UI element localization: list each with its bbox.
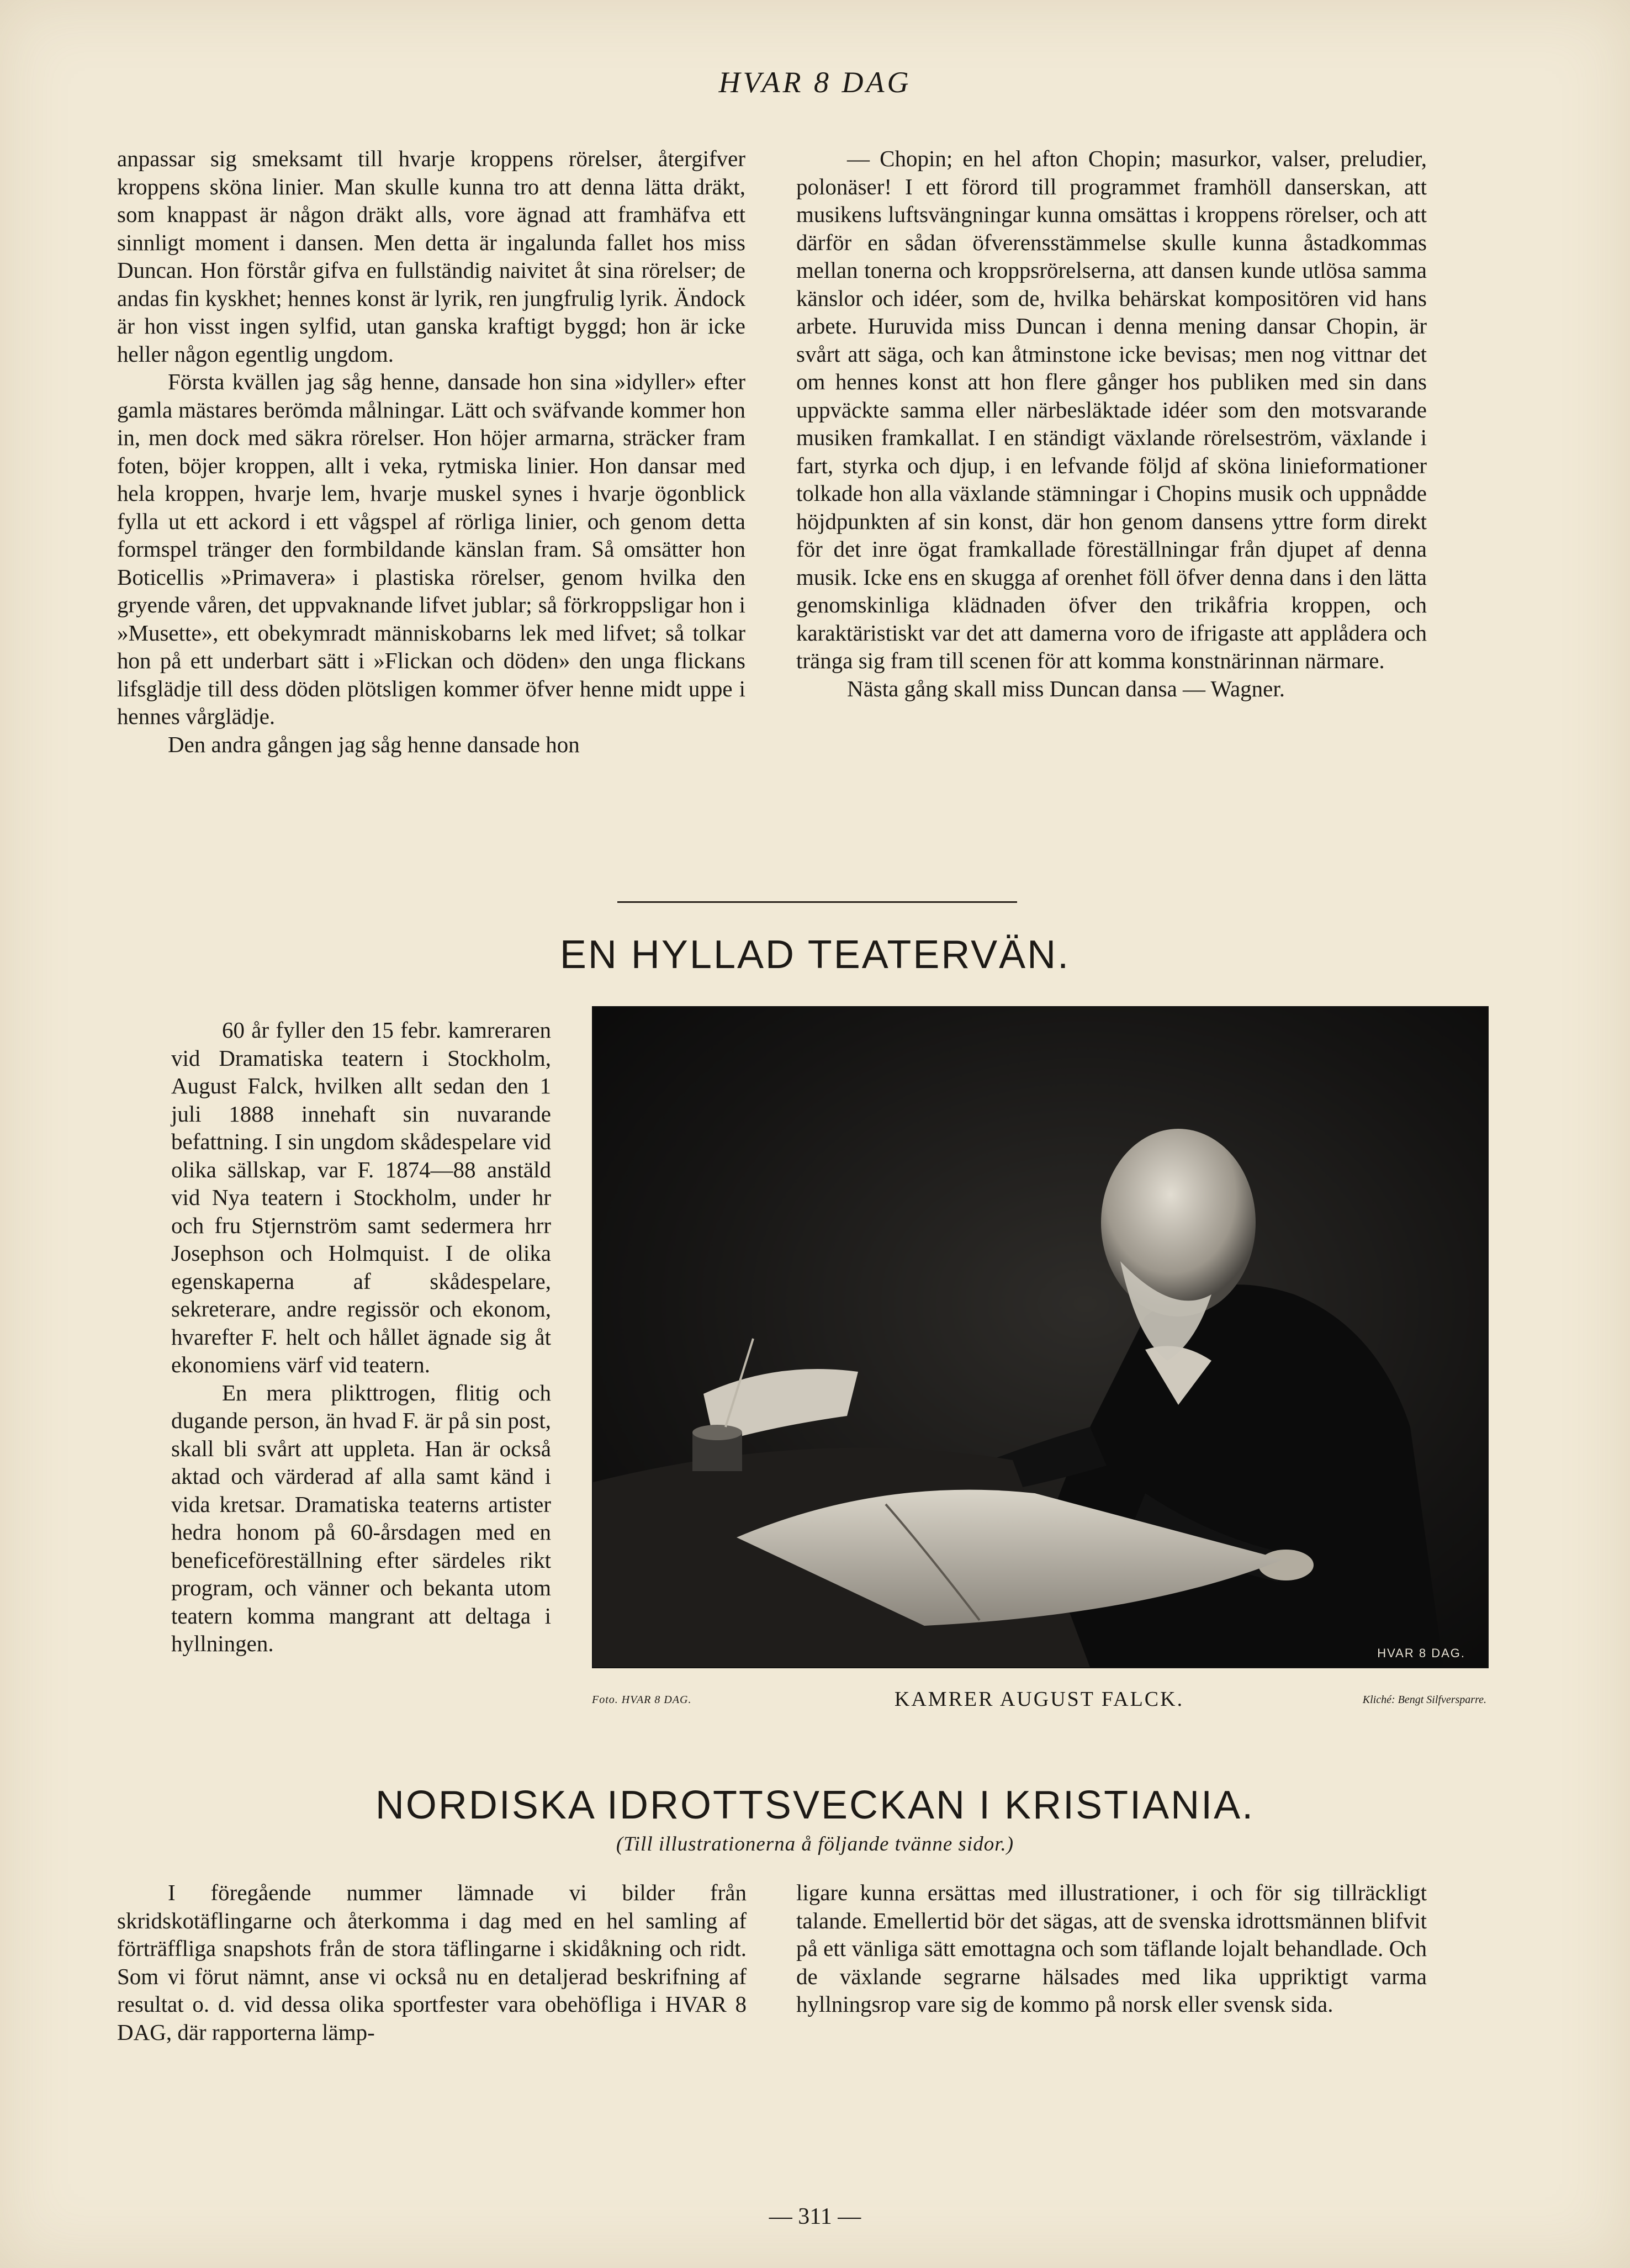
headline-teatervan: EN HYLLAD TEATERVÄN.	[559, 933, 1071, 977]
photo-corner-mark: HVAR 8 DAG.	[1377, 1646, 1465, 1660]
portrait-illustration	[593, 1007, 1488, 1667]
portrait-photo	[592, 1006, 1489, 1668]
engraver-credit: Kliché: Bengt Silfversparre.	[1362, 1694, 1486, 1706]
photo-credit: Foto. HVAR 8 DAG.	[592, 1694, 692, 1706]
page-number: — 311 —	[769, 2204, 861, 2229]
paragraph: Nästa gång skall miss Duncan dansa — Wagner.	[847, 675, 1285, 701]
teatervan-text	[171, 1016, 551, 1658]
paragraph: — Chopin; en hel afton Chopin; masurkor, valser, preludier, polonäser! I ett förord till programmet framhöll danserskan, att musikens luftsvängningar kunna omsättas i kroppens rörelser, och att därför en sådan öfverensstämmelse skulle kunna åstadkommas mellan tonerna och kroppsrörelserna, att dansen kunde utlösa samma känslor och idéer, som de, hvilka behärskat kompositören vid hans arbete. Huruvida miss Duncan i denna mening dansar Chopin, är svårt att säga, och kan åtminstone icke bevisas; men nog vittnar det om hennes konst att hon flere gånger hos publiken med sin dans uppväckte samma eller närbesläktade idéer som den motsvarande musiken framkallat. I en ständigt växlande rörelseström, växlande i fart, styrka och djup, i en lefvande följd af sköna linieformationer tolkade hon alla växlande stämningar i Chopins musik och uppnådde höjdpunkten af sin konst, där hon genom dansens yttre form direkt för det inre ögat framkallade föreställningar från djupet af denna musik. Icke ens en skugga af orenhet föll öfver denna dans i den lätta genomskinliga klädnaden öfver den trikåfria kroppen, och karaktäristiskt var det att damerna voro de ifrigaste att applådera och tränga sig fram till scenen för att komma konstnärinnan närmare.	[796, 146, 1427, 673]
paragraph: 60 år fyller den 15 febr. kamreraren vid Dramatiska teatern i Stockholm, August Falck, hvilken allt sedan den 1 juli 1888 innehaft sin nuvarande befattning. I sin ungdom skådespelare vid olika sällskap, var F. 1874—88 anstäld vid Nya teatern i Stockholm, under hr och fru Stjernström samt sedermera hrr Josephson och Holmquist. I de olika egenskaperna af skådespelare, sekreterare, andre regissör och ekonom, hvarefter F. helt och hållet ägnade sig åt ekonomiens värf vid teatern.	[171, 1017, 551, 1377]
paragraph: I föregående nummer lämnade vi bilder från skridskotäflingarne och återkomma i dag med en hel samling af förträffliga snapshots från de stora täflingarne i skidåkning och ridt. Som vi förut nämnt, anse vi också nu en detaljerad beskrifning af resultat o. d. vid dessa olika sportfester vara obehöfliga i HVAR 8 DAG, där rapporterna lämp-	[117, 1880, 747, 2045]
idrottsveckan-subtitle: (Till illustrationerna å följande tvänne sidor.)	[616, 1833, 1014, 1855]
idrottsveckan-column-right	[796, 1879, 1427, 2018]
photo-caption: KAMRER AUGUST FALCK.	[894, 1688, 1184, 1711]
paragraph: En mera plikttrogen, flitig och dugande person, än hvad F. är på sin post, skall bli svårt att uppleta. Han är också aktad och värderad af alla samt känd i vida kretsar. Dramatiska teaterns artister hedra honom på 60-årsdagen med en beneficeföreställning efter särdeles rikt program, och vänner och bekanta utom teatern komma mangrant att deltaga i hyllningen.	[171, 1379, 551, 1656]
idrottsveckan-column-left	[117, 1879, 747, 2046]
paragraph: ligare kunna ersättas med illustrationer, i och för sig tillräckligt talande. Emellertid bör det sägas, att de svenska idrottsmännen blifvit på ett vänliga sätt emottagna och som täflande lojalt behandlade. Och de växlande segrarne hälsades med lika uppriktigt varma hyllningsrop vare sig de kommo på norsk eller svensk sida.	[796, 1880, 1427, 2017]
article-column-left	[117, 145, 745, 758]
photo-caption-row	[592, 1687, 1486, 1715]
paragraph: anpassar sig smeksamt till hvarje kroppens rörelser, återgifver kroppens sköna linier. Man skulle kunna tro att denna lätta dräkt, som knappast är någon dräkt alls, vore ägnad att framhäfva ett sinnligt moment i dansen. Men detta är ingalunda fallet hos miss Duncan. Hon förstår gifva en fullständig naivitet åt sina rörelser; de andas fin kyskhet; hennes konst är lyrik, ren jungfrulig lyrik. Ändock är hon visst ingen sylfid, utan ganska kraftigt byggd; hon är icke heller någon egentlig ungdom.	[117, 146, 745, 367]
paragraph: Första kvällen jag såg henne, dansade hon sina »idyller» efter gamla mästares berömda målningar. Lätt och sväfvande kommer hon in, men dock med säkra rörelser. Hon höjer armarna, sträcker fram foten, böjer kroppen, allt i veka, rytmiska linier. Hon dansar med hela kroppen, hvarje lem, hvarje muskel synes i hvarje ögonblick fylla ut ett ackord i ett vågspel af rörliga linier, och genom detta formspel tränger den formbildande känslan fram. Så omsätter hon Boticellis »Primavera» i plastiska rörelser, genom hvilka den gryende våren, det uppvaknande lifvet jublar; så förkroppsligar hon i »Musette», ett obekymradt människobarns lek med lifvet; så tolkar hon på ett underbart sätt i »Flickan och döden» den unga flickans lifsglädje till dess döden plötsligen kommer öfver henne midt uppe i hennes vårglädje.	[117, 369, 745, 729]
running-header: HVAR 8 DAG	[718, 66, 912, 99]
section-divider	[617, 901, 1017, 903]
article-column-right	[796, 145, 1427, 702]
paragraph: Den andra gången jag såg henne dansade hon	[168, 731, 580, 757]
headline-idrottsveckan: NORDISKA IDROTTSVECKAN I KRISTIANIA.	[375, 1783, 1255, 1827]
